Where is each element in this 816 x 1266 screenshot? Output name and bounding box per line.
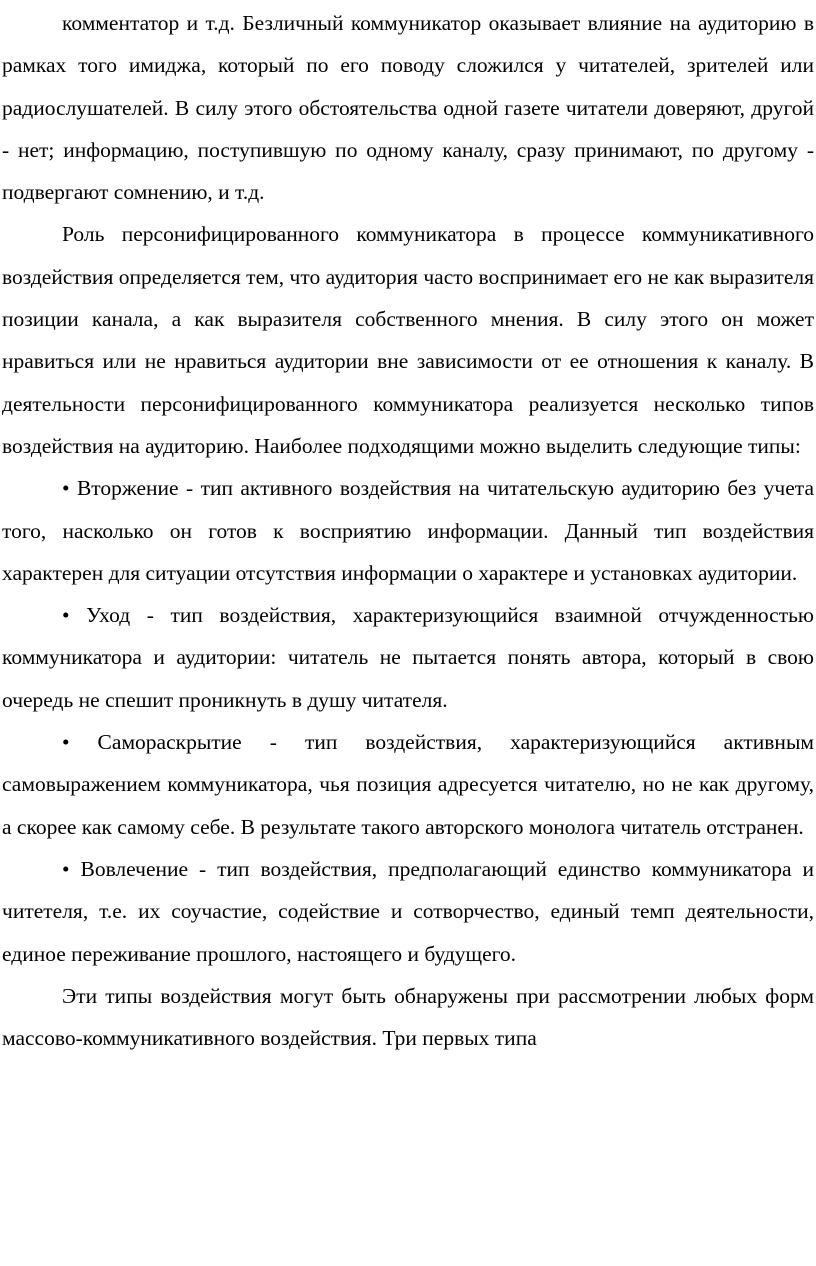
list-item-involvement: • Вовлечение - тип воздействия, предполагающий единство коммуникатора и читетеля, т.е. их соучастие, содействие и сотворчество, единый темп деятельности, единое переживание прошлого, настоящего и будущего. (2, 856, 814, 966)
list-item-withdrawal: • Уход - тип воздействия, характеризующийся взаимной отчужденностью коммуникатора и аудитории: читатель не пытается понять автора, который в свою очередь не спешит проникнуть в душу читателя. (2, 603, 814, 712)
paragraph-conclusion: Эти типы воздействия могут быть обнаружены при рассмотрении любых форм массово-коммуникативного воздействия. Три первых типа (2, 983, 814, 1051)
list-item-self-disclosure: • Самораскрытие - тип воздействия, характеризующийся активным самовыражением коммуникатора, чья позиция адресуется читателю, но не как другому, а скорее как самому себе. В результате такого авторского монолога читатель отстранен. (2, 730, 814, 839)
paragraph-impersonal-communicator: комментатор и т.д. Безличный коммуникатор оказывает влияние на аудиторию в рамках того имиджа, который по его поводу сложился у читателей, зрителей или радиослушателей. В силу этого обстоятельства одной газете читатели доверяют, другой - нет; информацию, поступившую по одному каналу, сразу принимают, по другому - подвергают сомнению, и т.д. (2, 11, 814, 205)
paragraph-personified-communicator: Роль персонифицированного коммуникатора в процессе коммуникативного воздействия определяется тем, что аудитория часто воспринимает его не как выразителя позиции канала, а как выразителя собственного мнения. В силу этого он может нравиться или не нравиться аудитории вне зависимости от ее отношения к каналу. В деятельности персонифицированного коммуникатора реализуется несколько типов воздействия на аудиторию. Наиболее подходящими можно выделить следующие типы: (2, 222, 814, 458)
list-item-invasion: • Вторжение - тип активного воздействия на читательскую аудиторию без учета того, насколько он готов к восприятию информации. Данный тип воздействия характерен для ситуации отсутствия информации о характере и установках аудитории. (2, 476, 814, 585)
